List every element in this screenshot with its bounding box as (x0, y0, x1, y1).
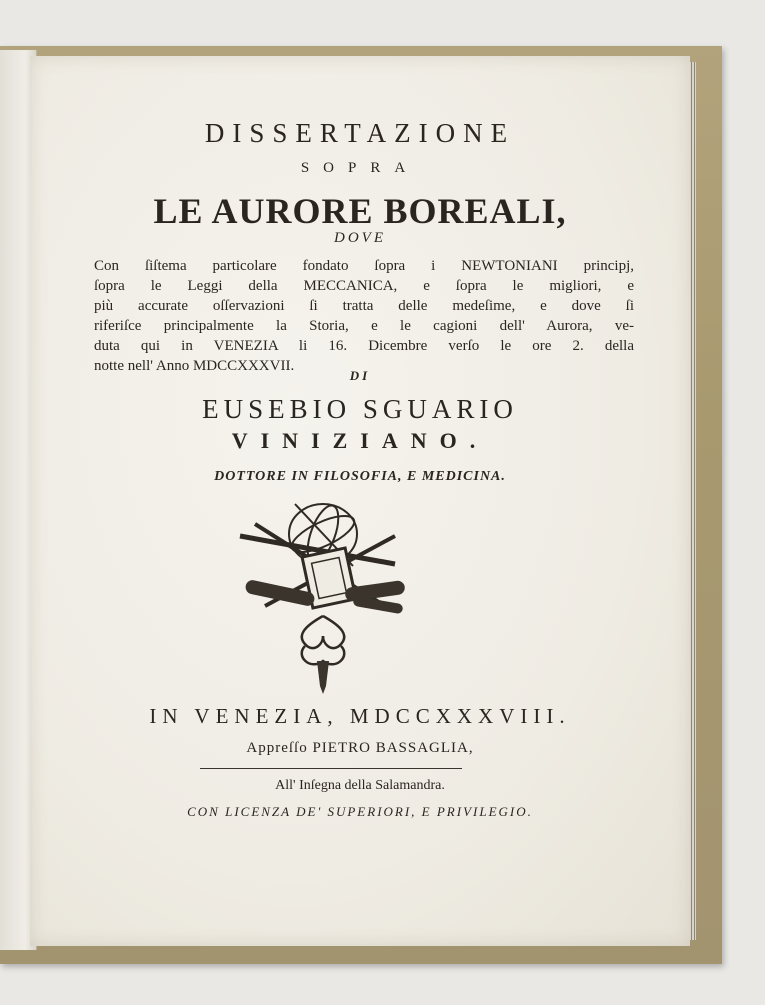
license-line: CON LICENZA DE' SUPERIORI, E PRIVILEGIO. (187, 804, 533, 819)
author-degree: DOTTORE IN FILOSOFIA, E MEDICINA. (214, 469, 506, 484)
author-name: EUSEBIO SGUARIO (202, 394, 518, 424)
divider-rule (200, 768, 462, 769)
description-line: notte nell' Anno MDCCXXXVII. (94, 358, 295, 374)
imprint-city-date: IN VENEZIA, MDCCXXXVIII. (149, 704, 571, 728)
imprint-printer: Appreſſo PIETRO BASSAGLIA, (246, 740, 474, 756)
title-dissertazione: DISSERTAZIONE (204, 118, 516, 148)
title-dove: DOVE (334, 230, 386, 246)
description-paragraph (94, 256, 634, 376)
author-origin: VINIZIANO. (231, 428, 489, 453)
description-line: ſopra le Leggi della MECCANICA, e ſopra le migliori, e (94, 278, 634, 294)
description-line: più accurate oſſervazioni ſi tratta delle medeſime, e dove ſi (94, 298, 634, 314)
title-sopra: SOPRA (300, 160, 420, 176)
emblem-icon (235, 496, 415, 696)
description-line: Con ſiſtema particolare fondato ſopra i NEWTONIANI principj, (94, 258, 634, 274)
imprint-sign: All' Inſegna della Salamandra. (275, 778, 445, 793)
by-label: DI (349, 368, 371, 383)
description-line: duta qui in VENEZIA li 16. Dicembre verſo le ore 2. della (94, 338, 634, 354)
title-page (30, 56, 690, 946)
title-main: LE AURORE BOREALI, (153, 191, 567, 231)
description-line: riferiſce principalmente la Storia, e le cagioni dell' Aurora, ve- (94, 318, 634, 334)
